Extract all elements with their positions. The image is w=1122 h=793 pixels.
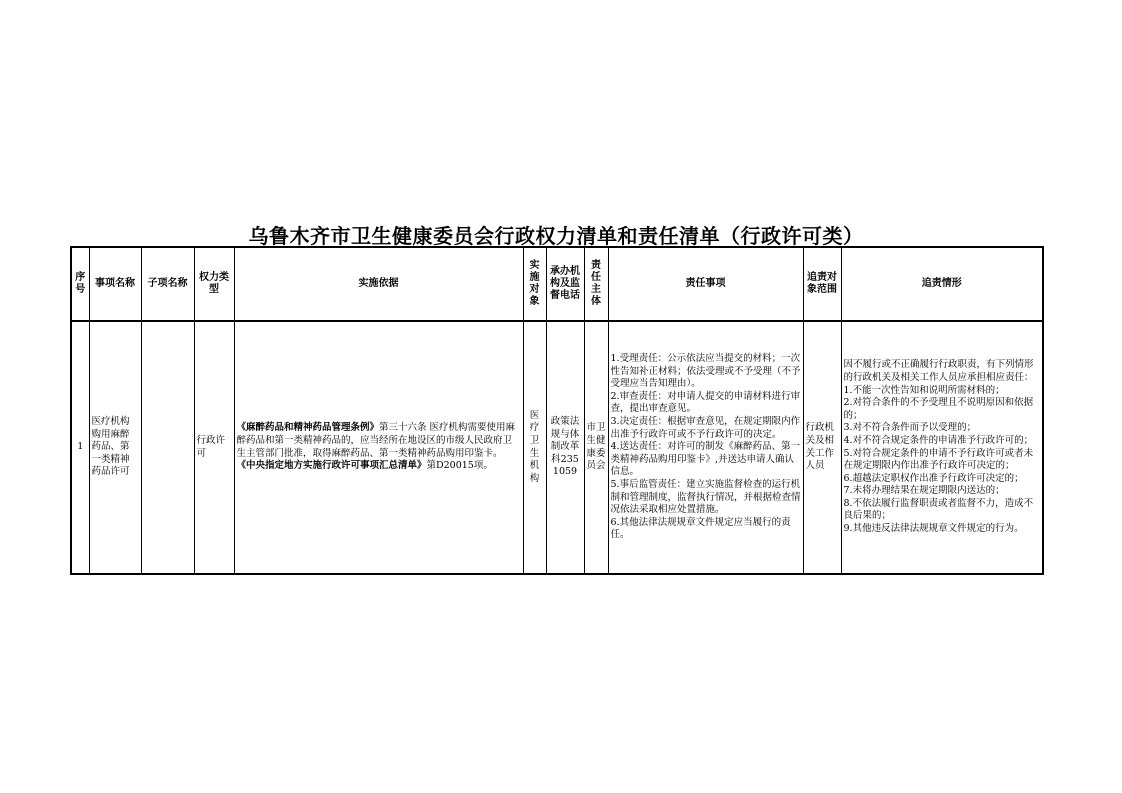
header-sub-item: 子项名称 — [141, 247, 194, 321]
header-dept: 承办机构及监督电话 — [546, 247, 584, 321]
cell-basis — [234, 321, 523, 574]
cell-duties: 1.受理责任：公示依法应当提交的材料；一次性告知补正材料；依法受理或不予受理（不予受理应当告知理由）。 2.审查责任：对申请人提交的申请材料进行审查，提出审查意见。 3.决定责任：根据审查意见，在规定期限内作出准予行政许可或不予行政许可的决定。 4.送达责任：对许可的制发《麻醉药品、第一类精神药品购用印鉴卡》,并送达申请人确认信息。 5.事后监管责任：建立实施监督检查的运行机制和管理制度，监督执行情况，并根据检查情况依法采取相应处置措施。 6.其他法律法规规章文件规定应当履行的责任。 — [608, 321, 803, 574]
cell-power-type: 行政许可 — [194, 321, 234, 574]
cell-cases: 因不履行或不正确履行行政职责，有下列情形的行政机关及相关工作人员应承担相应责任： 1.不能一次性告知和说明所需材料的； 2.对符合条件的不予受理且不说明原因和依据的； 3.对不符合条件而予以受理的； 4.对不符合规定条件的申请准予行政许可的； 5.对符合规定条件的申请不予行政许可或者未在规定期限内作出准予行政许可决定的； 6.超越法定职权作出准予行政许可决定的； 7.未将办理结果在规定期限内送达的； 8.不依法履行监督职责或者监督不力，造成不良后果的； 9.其他违反法律法规规章文件规定的行为。 — [841, 321, 1043, 574]
basis-law-2: 《中央指定地方实施行政许可事项汇总清单》 — [236, 460, 427, 472]
header-cases: 追责情形 — [841, 247, 1043, 321]
header-seq: 序号 — [71, 247, 89, 321]
cell-dept: 政策法规与体制改革科2351059 — [546, 321, 584, 574]
header-target: 实施对象 — [523, 247, 546, 321]
header-duties: 责任事项 — [608, 247, 803, 321]
header-scope: 追责对象范围 — [803, 247, 841, 321]
table-row — [71, 321, 1043, 574]
cell-target: 医疗卫生机构 — [523, 321, 546, 574]
cell-item-name: 医疗机构购用麻醉药品、第一类精神药品许可 — [89, 321, 141, 574]
power-list-table — [70, 246, 1044, 575]
table-header-row — [71, 247, 1043, 321]
header-power-type: 权力类型 — [194, 247, 234, 321]
basis-law-1: 《麻醉药品和精神药品管理条例》 — [236, 422, 380, 434]
header-subject: 责任主体 — [584, 247, 608, 321]
page-title: 乌鲁木齐市卫生健康委员会行政权力清单和责任清单（行政许可类） — [248, 224, 864, 248]
cell-seq: 1 — [71, 321, 89, 574]
basis-text-1: 第三十六条 医疗机构需要使用麻醉药品和第一类精神药品的，应当经所在地设区的市级人民政府卫生主管部门批准，取得麻醉药品、第一类精神药品购用印鉴卡。 — [236, 422, 516, 459]
header-item-name: 事项名称 — [89, 247, 141, 321]
cell-scope: 行政机关及相关工作人员 — [803, 321, 841, 574]
cell-subject: 市卫生健康委员会 — [584, 321, 608, 574]
basis-text-2: 第D20015项。 — [426, 460, 493, 472]
cell-sub-item — [141, 321, 194, 574]
header-basis: 实施依据 — [234, 247, 523, 321]
